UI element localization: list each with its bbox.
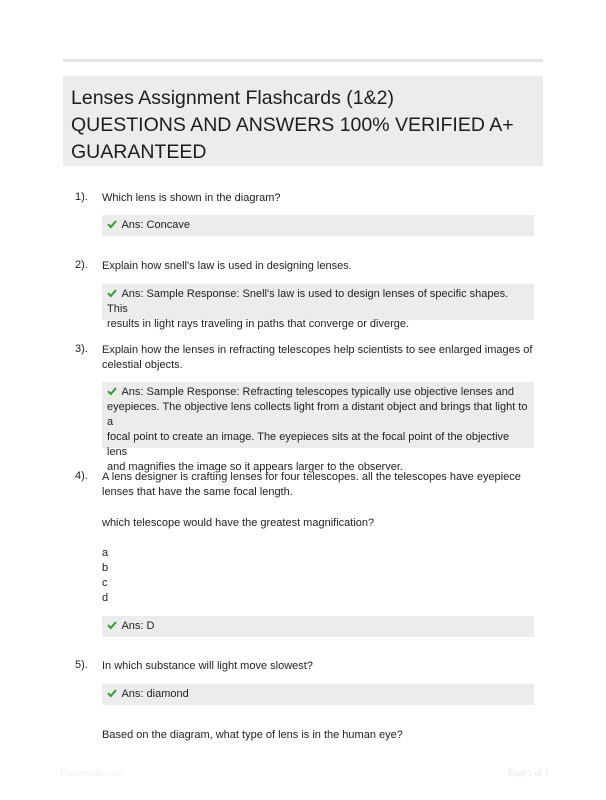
answer-text-line-2: eyepieces. The objective lens collects light from a distant object and brings that light to a xyxy=(107,401,528,428)
top-divider xyxy=(63,59,543,62)
document-title xyxy=(71,85,535,166)
question-text xyxy=(102,343,534,373)
question-number: 2). xyxy=(75,259,88,271)
answer-box xyxy=(102,382,534,473)
page-number: Page 1 of 3 xyxy=(508,768,549,778)
question-text-line-1: Explain how the lenses in refracting telescopes help scientists to see enlarged images of xyxy=(102,344,533,356)
check-icon xyxy=(107,288,117,298)
option-c: c xyxy=(102,577,108,589)
question-subtext: which telescope would have the greatest magnification? xyxy=(102,517,375,529)
answer-text-line-2: results in light rays traveling in paths that converge or diverge. xyxy=(107,318,410,330)
answer-text-line-1: Ans: Sample Response: Snell's law is used to design lenses of specific shapes. This xyxy=(107,288,509,315)
answer-text-line-3: focal point to create an image. The eyepieces sits at the focal point of the objective lens xyxy=(107,431,510,458)
question-text-line-1: A lens designer is crafting lenses for four telescopes. all the telescopes have eyepiece xyxy=(102,471,521,483)
title-line-2: QUESTIONS AND ANSWERS 100% VERIFIED A+ xyxy=(71,114,514,136)
option-b: b xyxy=(102,562,109,574)
question-text: In which substance will light move slowest? xyxy=(102,660,313,672)
question-number: 4). xyxy=(75,470,88,482)
title-line-1: Lenses Assignment Flashcards (1&2) xyxy=(71,87,394,109)
option-d: d xyxy=(102,592,109,604)
answer-box xyxy=(102,616,534,637)
next-question-text: Based on the diagram, what type of lens is in the human eye? xyxy=(102,729,403,741)
check-icon xyxy=(107,219,117,229)
question-number: 5). xyxy=(75,659,88,671)
answer-box xyxy=(102,284,534,330)
question-number: 1). xyxy=(75,191,88,203)
answer-box xyxy=(102,684,534,705)
question-text: Which lens is shown in the diagram? xyxy=(102,192,281,204)
answer-box xyxy=(102,215,534,236)
question-text-line-2: celestial objects. xyxy=(102,359,183,371)
question-number: 3). xyxy=(75,343,88,355)
answer-text-line-4: and magnifies the image so it appears larger to the observer. xyxy=(107,461,403,473)
check-icon xyxy=(107,620,117,630)
question-text xyxy=(102,470,534,500)
document-title-box xyxy=(63,76,543,166)
footer-watermark: PaperHelic.com xyxy=(60,768,124,778)
check-icon xyxy=(107,688,117,698)
option-a: a xyxy=(102,547,109,559)
answer-text: Ans: Concave xyxy=(121,219,190,231)
check-icon xyxy=(107,386,117,396)
answer-text: Ans: D xyxy=(121,620,155,632)
question-text: Explain how snell's law is used in designing lenses. xyxy=(102,260,352,272)
answer-text-line-1: Ans: Sample Response: Refracting telescopes typically use objective lenses and xyxy=(121,386,514,398)
question-text-line-2: lenses that have the same focal length. xyxy=(102,486,293,498)
answer-text: Ans: diamond xyxy=(121,688,189,700)
title-line-3: GUARANTEED xyxy=(71,141,207,163)
